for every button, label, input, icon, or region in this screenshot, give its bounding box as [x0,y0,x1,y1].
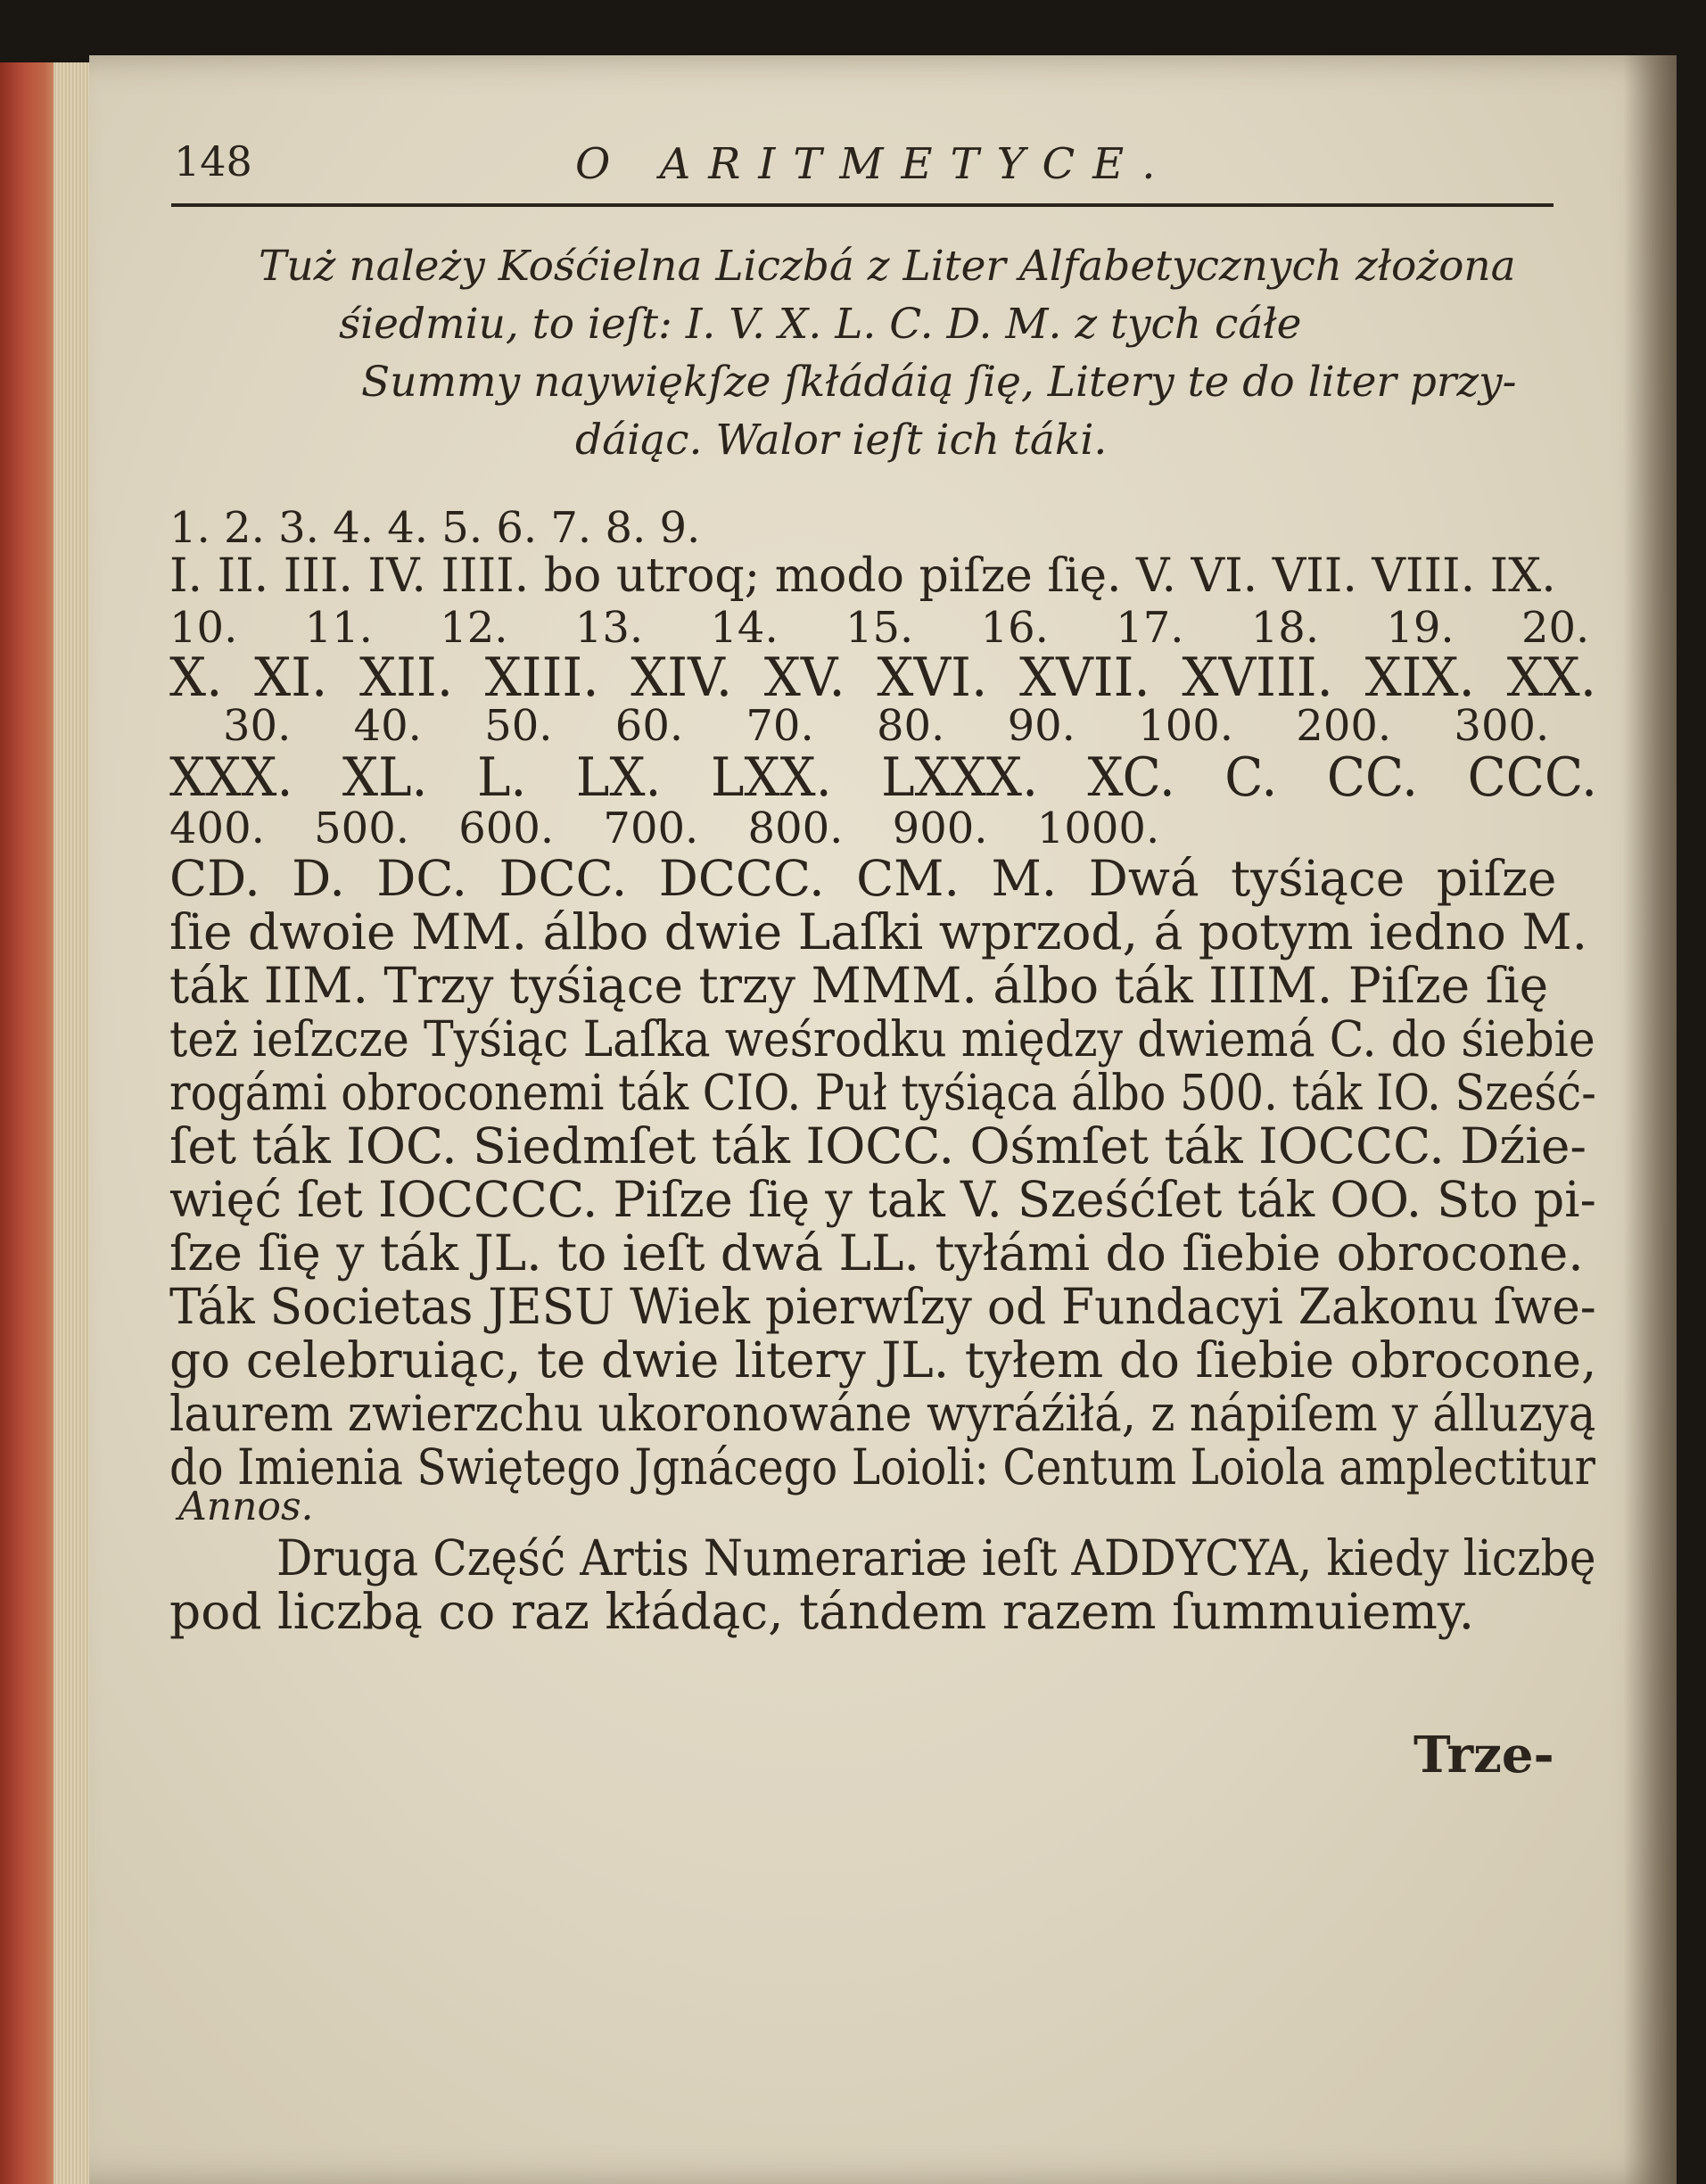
table-row: I. II. III. IV. IIII. bo utroq; modo piſze ſię. V. VI. VII. VIII. IX. [169,549,1556,603]
gutter-shadow [1623,55,1677,2184]
intro-line: śiedmiu, to ieſt: I. V. X. L. C. D. M. z tych cáłe [339,300,1302,349]
body-line: rogámi obroconemi ták CIO. Puł tyśiąca álbo 500. ták IO. Sześć- [169,1064,1596,1121]
intro-line: Summy naywiękſze ſkłádáią ſię, Litery te do liter przy- [361,358,1517,407]
body-line: też ieſzcze Tyśiąc Laſka weśrodku między dwiemá C. do śiebie [169,1010,1595,1067]
body-line: Druga Część Artis Numerariæ ieſt ADDYCYA, kiedy liczbę [276,1529,1596,1586]
table-row: X. XI. XII. XIII. XIV. XV. XVI. XVII. XVIII. XIX. XX. [169,647,1597,709]
header-rule [171,203,1554,207]
intro-line: dáiąc. Walor ieſt ich táki. [575,416,1108,465]
body-line: więć ſet IOCCCC. Piſze ſię y tak V. Sześćſet ták OO. Sto pi- [169,1171,1596,1228]
body-line: go celebruiąc, te dwie litery JL. tyłem do ſiebie obrocone, [169,1331,1597,1389]
body-line: ſie dwoie MM. álbo dwie Laſki wprzod, á potym iedno M. [169,903,1588,960]
table-row: XXX. XL. L. LX. LXX. LXXX. XC. C. CC. CCC. [169,746,1598,809]
table-row: 1. 2. 3. 4. 4. 5. 6. 7. 8. 9. [169,503,701,553]
body-line: ſze ſię y ták JL. to ieſt dwá LL. tyłámi do ſiebie obrocone. [169,1224,1584,1282]
table-row: 10. 11. 12. 13. 14. 15. 16. 17. 18. 19. 20. [169,603,1590,653]
body-line: Annos. [178,1484,314,1529]
intro-line: Tuż należy Kośćielna Liczbá z Liter Alfabetycznych złożona [259,242,1516,291]
running-title: O ARITMETYCE. [575,139,1174,189]
body-line: laurem zwierzchu ukoronowáne wyráźiłá, z nápiſem y álluzyą [169,1385,1596,1442]
page-number: 148 [174,137,252,185]
catchword: Trze- [1413,1726,1554,1784]
body-line: do Imienia Swiętego Jgnácego Loioli: Centum Loiola amplectitur [169,1438,1595,1496]
table-row: 400. 500. 600. 700. 800. 900. 1000. [169,804,1160,853]
body-line: ták IIM. Trzy tyśiące trzy MMM. álbo ták IIIM. Piſze ſię [169,957,1549,1014]
body-line: Ták Societas JESU Wiek pierwſzy od Fundacyi Zakonu ſwe- [169,1278,1596,1335]
body-line: ſet ták IOC. Siedmſet ták IOCC. Ośmſet ták IOCCC. Dźie- [169,1117,1586,1174]
body-line: CD. D. DC. DCC. DCCC. CM. M. Dwá tyśiące piſze [169,850,1557,907]
body-line: pod liczbą co raz kłádąc, tándem razem ſummuiemy. [169,1583,1475,1640]
table-row: 30. 40. 50. 60. 70. 80. 90. 100. 200. 300. [223,701,1550,751]
